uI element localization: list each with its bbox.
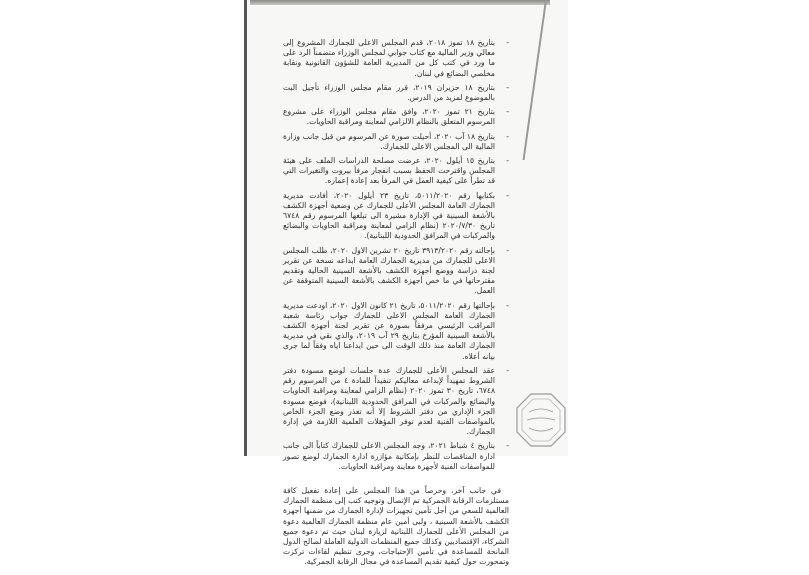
list-item: - بتاريخ ٢١ تموز ٢٠٢٠، وافق مقام مجلس الوزراء على مشروع المرسوم المتعلق بالنظام الالزامي لمعاينة ومراقبة الحاويات. <box>283 107 509 127</box>
list-item: - بإحالته رقم ٣٩١٣/٢٠٢٠ تاريخ ٢٠ تشرين الاول ٢٠٢٠، طلب المجلس الاعلى للجمارك من مديرية الجمارك العامة ابداعه نسخة عن تقرير لجنة دراسة ووضع أجهزة الكشف بالأشعة السينية الحالية وتقديم مقترحاتها في ما خص أجهزة الكشف بالأشعة السينية المتوقفة عن العمل. <box>283 246 509 297</box>
document-body <box>283 38 509 575</box>
scan-edge-left <box>244 0 247 456</box>
scan-shadow-top <box>250 0 550 5</box>
list-item: - بتاريخ ١٥ أيلول ٢٠٢٠، عرضت مصلحة الدراسات الملف على هيئة المجلس واقترحت الحفظ بسبب انفجار مرفأ بيروت والتغيرات التي قد تطرأ على كيفية العمل في المرفأ بعد إعادة إعماره. <box>283 156 509 187</box>
timeline-list <box>283 38 509 472</box>
list-item: - بتاريخ ١٨ آب ٢٠٢٠، أحيلت صورة عن المرسوم من قبل جانب وزارة المالية الى المجلس الاعلى للجمارك. <box>283 132 509 152</box>
list-item: - بكتابها رقم ٥٠١١/٢٠٢٠، تاريخ ٢٣ أيلول ٢٠٢٠، أفادت مديرية الجمارك العامة المجلس الأعلى للجمارك عن وضعية أجهزة الكشف بالأشعة السينية في الإدارة مشيرة الى تبلغها المرسوم رقم ٦٧٤٨ تاريخ ٢٠٢٠/٧/٣٠ (نظام الزامي لمعاينة ومراقبة الحاويات والبضائع والمركبات في المرافق الحدودية اللبنانية). <box>283 191 509 242</box>
list-item: - عقد المجلس الأعلى للجمارك عدة جلسات لوضع مسودة دفتر الشروط تمهيداً لإبداعه معاليكم تنفيذاً للمادة ٤ من المرسوم رقم ٦٧٤٨، تاريخ ٣٠ تموز ٢٠٢٠ (نظام الزامي لمعاينة ومراقبة الحاويات والبضائع والمركبات في المرافق الحدودية اللبنانية)، فوضع مسودة الجزء الإداري من دفتر الشروط إلا أنه تعذر وضع الجزء الخاص بالمواصفات الفنية لعدم توفر المؤهلات العلمية اللازمة في إدارة الجمارك. <box>283 366 509 437</box>
list-item: - بتاريخ ١٨ تموز ٢٠١٨، قدم المجلس الاعلى للجمارك المشروع إلى معالي وزير المالية مع كتاب جوابي لمجلس الوزراء متضمناً الرد على ما ورد في كتب كل من المديرية العامة للشؤون القانونية ونقابة مخلصي البضائع في لبنان. <box>283 38 509 79</box>
closing-paragraph: في جانب آخر، وحرصاً من هذا المجلس على إعادة تفعيل كافة مستلزمات الرقابة الجمركية تم الإتصال وتوجيه كتب إلى منظمة الجمارك العالمية للسعي من أجل تأمين تجهيزات لإدارة الجمارك من ضمنها أجهزة الكشف بالأشعة السينية ، ولبى أمين عام منظمة الجمارك العالمية دعوة من المجلس الأعلى للجمارك اللبنانية لزيارة لبنان حيث تم دعوة جميع الشركاء، الإقتصاديين وكذلك جميع المنظمات الدولية العاملة لصالح الدول المانحة للمساعدة في تأمين الإحتياجات، وجرى تنظيم لقاءات تركزت وتمحورت حول كيفية تقديم المساعدة في مجال الرقابة الجمركية. <box>283 485 509 567</box>
list-item: - بتاريخ ١٨ حزيران ٢٠١٩، قرر مقام مجلس الوزراء تأجيل البت بالموضوع لمزيد من الدرس. <box>283 83 509 103</box>
list-item: - بتاريخ ٤ شباط ٢٠٢١، وجه المجلس الاعلى للجمارك كتاباً الى جانب ادارة المناقصات للنظر بإمكانية مؤازرة ادارة الجمارك لوضع تصور للمواصفات الفنية لأجهزة معاينة ومراقبة الحاويات. <box>283 441 509 472</box>
official-stamp-icon <box>515 392 567 448</box>
list-item: - بإحالتها رقم ٥٠١١/٢٠٢٠، تاريخ ٢١ كانون الاول ٢٠٢٠، اودعت مديرية الجمارك العامة المجلس الاعلى للجمارك جواب رئاسة شعبة المراقب الرئيسي مرفقاً بصورة عن تقرير لجنة أجهزة الكشف بالأشعة السينية المؤرخ بتاريخ ٢٩ آب ٢٠١٩، والذي بقي في مديرية الجمارك العامة منذ ذلك الوقت الى حين ايداعنا اياه وفقاً لما جرى بيانه أعلاه. <box>283 301 509 362</box>
